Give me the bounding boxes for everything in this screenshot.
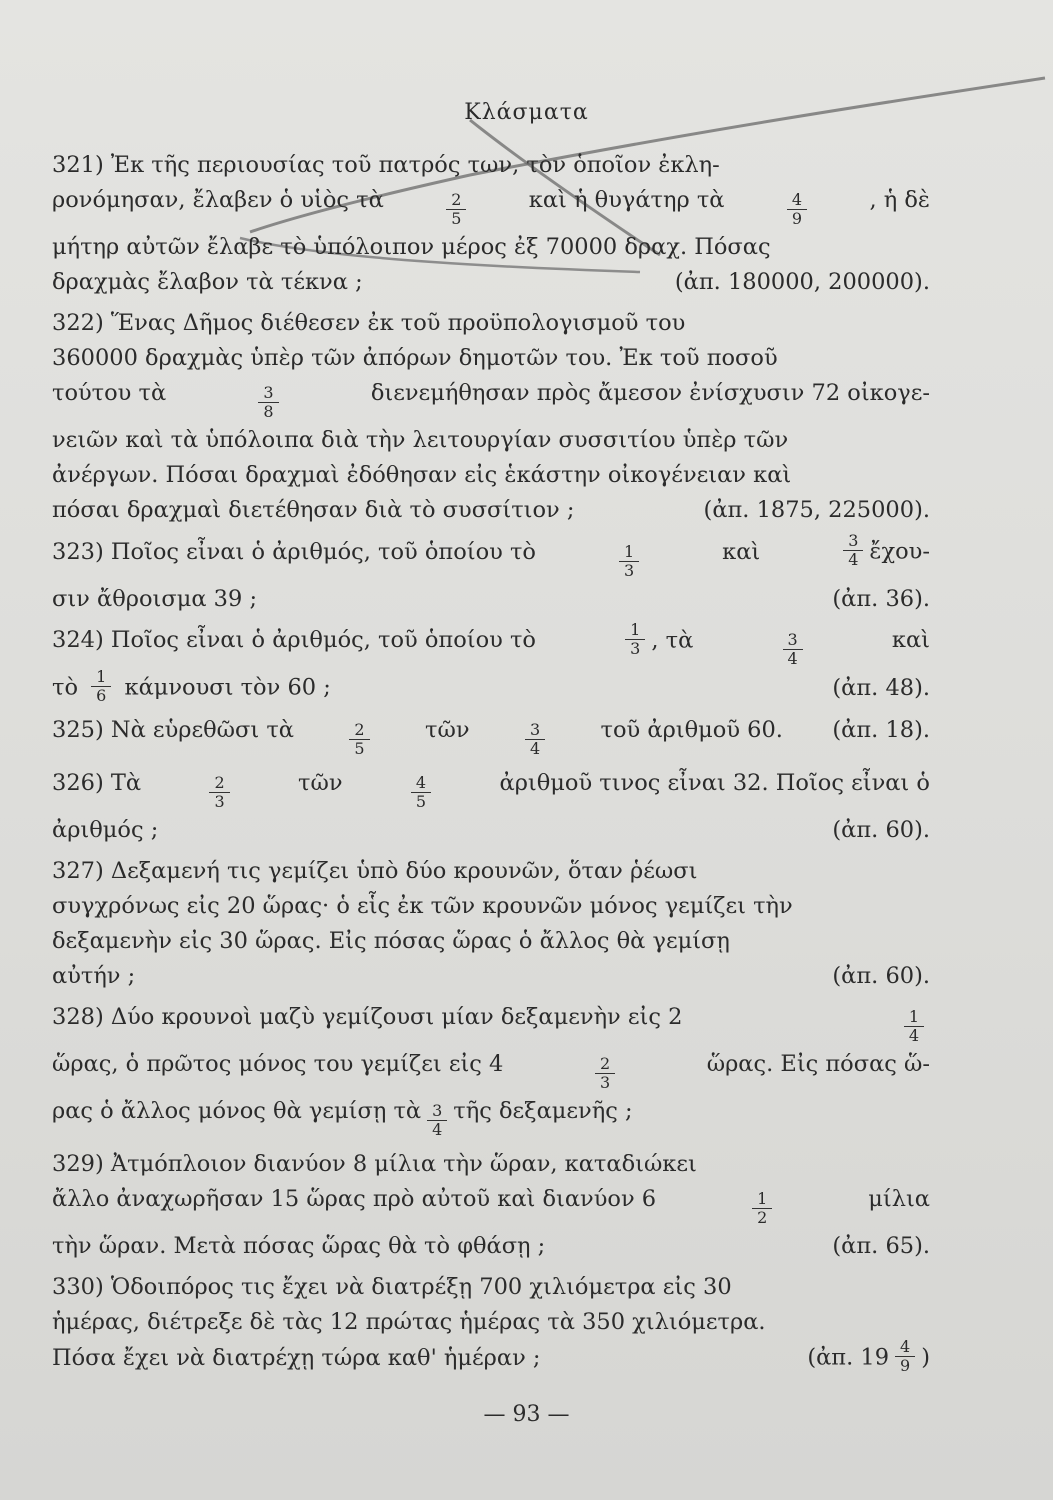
denominator: 6 (96, 686, 107, 705)
text-line (52, 667, 930, 707)
text-segment: τὴν ὥραν. Μετὰ πόσας ὥρας θὰ τὸ φθάσῃ ; (52, 1233, 546, 1259)
text-segment: ὥρας, ὁ πρῶτος μόνος του γεμίζει εἰς 4 (52, 1051, 504, 1077)
fraction (446, 191, 466, 228)
fraction (91, 668, 111, 705)
numerator: 1 (752, 1190, 772, 1209)
problem-330 (52, 1270, 930, 1377)
text-line: νειῶν καὶ τὰ ὑπόλοιπα διὰ τὴν λειτουργίαν συσσιτίου ὑπὲρ τῶν (52, 427, 789, 453)
text-line: ἀνέργων. Πόσαι δραχμαὶ ἐδόθησαν εἰς ἑκάστην οἰκογένειαν καὶ (52, 462, 792, 488)
fraction (783, 631, 803, 668)
text-line (52, 376, 930, 423)
text-line (52, 766, 930, 813)
text-segment: 325) Νὰ εὑρεθῶσι τὰ (52, 717, 294, 743)
fraction (427, 1102, 447, 1139)
denominator: 3 (630, 638, 641, 658)
fraction (619, 543, 639, 580)
text-line: ἡμέρας, διέτρεξε δὲ τὰς 12 πρώτας ἡμέρας τὰ 350 χιλιόμετρα. (52, 1309, 766, 1335)
text-line (52, 1047, 930, 1094)
denominator: 4 (432, 1120, 443, 1139)
answer: (ἀπ. 48). (832, 674, 930, 701)
answer: (ἀπ. 60). (832, 963, 930, 989)
answer: (ἀπ. 60). (832, 817, 930, 843)
numerator: 1 (625, 621, 645, 640)
text-segment: ὥρας. Εἰς πόσας ὥ- (706, 1051, 930, 1077)
text-segment: ρας ὁ ἄλλος μόνος θὰ γεμίσῃ τὰ (52, 1098, 422, 1124)
fraction (895, 1338, 915, 1375)
problem-list (52, 148, 930, 1383)
text-line: 360000 δραχμὰς ὑπὲρ τῶν ἀπόρων δημοτῶν του. Ἐκ τοῦ ποσοῦ (52, 345, 778, 371)
answer: (ἀπ. 65). (832, 1233, 930, 1259)
denominator: 4 (848, 550, 859, 569)
text-line: 329) Ἀτμόπλοιον διανύον 8 μίλια τὴν ὥραν, καταδιώκει (52, 1151, 697, 1177)
text-line (52, 1337, 930, 1377)
text-segment: ἀριθμοῦ τινος εἶναι 32. Ποῖος εἶναι ὁ (499, 770, 930, 796)
answer: (ἀπ. 36). (832, 585, 930, 612)
text-segment: διενεμήθησαν πρὸς ἄμεσον ἐνίσχυσιν 72 οἰκογε- (370, 380, 930, 406)
denominator: 3 (214, 792, 225, 811)
numerator: 1 (91, 668, 111, 687)
text-line: 327) Δεξαμενή τις γεμίζει ὑπὸ δύο κρουνῶν, ὅταν ῥέωσι (52, 858, 698, 884)
answer: (ἀπ. 1875, 225000). (703, 497, 930, 523)
numerator: 1 (619, 543, 639, 562)
text-segment: ἀριθμός ; (52, 817, 159, 843)
denominator: 4 (529, 739, 541, 758)
text-segment: τῶν (425, 717, 470, 743)
fraction (595, 1055, 615, 1092)
text-segment: ἔχου- (869, 538, 930, 565)
text-segment: τῶν (298, 770, 343, 796)
denominator: 5 (354, 739, 365, 758)
page-number: — 93 — (483, 1402, 570, 1427)
denominator: 5 (451, 209, 462, 228)
denominator: 4 (787, 649, 798, 668)
text-segment: σιν ἄθροισμα 39 ; (52, 585, 258, 612)
numerator: 2 (209, 774, 229, 793)
fraction (209, 774, 229, 811)
numerator: 2 (349, 721, 369, 740)
fraction (411, 774, 431, 811)
answer: (ἀπ. 180000, 200000). (674, 269, 930, 295)
fraction (752, 1190, 772, 1227)
problem-321 (52, 148, 930, 300)
fraction (525, 721, 545, 758)
text-line: συγχρόνως εἰς 20 ὥρας· ὁ εἷς ἐκ τῶν κρουνῶν μόνος γεμίζει τὴν (52, 893, 793, 919)
numerator: 3 (427, 1102, 447, 1121)
numerator: 4 (895, 1338, 915, 1357)
text-segment: πόσαι δραχμαὶ διετέθησαν διὰ τὸ συσσίτιον ; (52, 497, 575, 523)
denominator: 3 (623, 560, 635, 580)
text-line: μήτηρ αὐτῶν ἔλαβε τὸ ὑπόλοιπον μέρος ἐξ 70000 δραχ. Πόσας (52, 234, 771, 260)
text-line (52, 265, 930, 300)
text-line (52, 813, 930, 848)
denominator: 9 (791, 209, 803, 228)
numerator: 1 (904, 1008, 924, 1027)
denominator: 3 (599, 1073, 611, 1092)
text-segment: Πόσα ἔχει νὰ διατρέχῃ τώρα καθ' ἡμέραν ; (52, 1344, 541, 1371)
fraction (904, 1008, 924, 1045)
text-line (52, 493, 930, 528)
text-segment: δραχμὰς ἔλαβον τὰ τέκνα ; (52, 269, 363, 295)
answer (807, 1337, 930, 1377)
text-segment: καὶ ἡ θυγάτηρ τὰ (528, 187, 725, 213)
fraction (349, 721, 369, 758)
text-segment: τῆς δεξαμενῆς ; (453, 1098, 633, 1124)
text-segment: 323) Ποῖος εἶναι ὁ ἀριθμός, τοῦ ὁποίου τὸ (52, 538, 536, 565)
answer-open: (ἀπ. 19 (807, 1344, 890, 1371)
text-segment: ἄλλο ἀναχωρῆσαν 15 ὥρας πρὸ αὐτοῦ καὶ διανύον 6 (52, 1186, 657, 1212)
numerator: 3 (525, 721, 545, 740)
numerator: 3 (783, 631, 803, 650)
text-segment: τοῦ ἀριθμοῦ 60. (600, 717, 783, 743)
problem-324 (52, 619, 930, 708)
problem-325 (52, 713, 930, 760)
text-segment: καὶ (891, 627, 930, 653)
numerator: 3 (843, 532, 863, 551)
text-line (52, 1182, 930, 1229)
text-segment: 326) Τὰ (52, 770, 142, 796)
numerator: 2 (446, 191, 466, 210)
text-line: 322) Ἕνας Δῆμος διέθεσεν ἐκ τοῦ προϋπολογισμοῦ του (52, 310, 686, 336)
denominator: 2 (757, 1208, 768, 1227)
text-line (52, 713, 930, 760)
fraction (258, 384, 278, 421)
fraction (625, 621, 645, 658)
denominator: 9 (900, 1356, 911, 1375)
running-header: Κλάσματα (464, 100, 589, 125)
text-segment: ρονόμησαν, ἔλαβεν ὁ υἱὸς τὰ (52, 187, 384, 213)
problem-329 (52, 1147, 930, 1264)
text-segment: , τὰ (651, 627, 694, 653)
text-segment: 328) Δύο κρουνοὶ μαζὺ γεμίζουσι μίαν δεξαμενὴν εἰς 2 (52, 1004, 683, 1030)
denominator: 5 (415, 792, 427, 811)
problem-322 (52, 306, 930, 528)
text-segment: μίλια (868, 1186, 930, 1212)
answer-close: ) (921, 1344, 930, 1371)
text-segment: καὶ (722, 538, 761, 565)
text-line (52, 1000, 930, 1047)
text-segment: τούτου τὰ (52, 380, 167, 406)
text-segment: κάμνουσι τὸν 60 ; (124, 674, 331, 701)
fraction (787, 191, 807, 228)
text-line: δεξαμενὴν εἰς 30 ὥρας. Εἰς πόσας ὥρας ὁ ἄλλος θὰ γεμίσῃ (52, 928, 730, 954)
numerator: 4 (787, 191, 807, 210)
text-line (52, 183, 930, 230)
text-line: 321) Ἐκ τῆς περιουσίας τοῦ πατρός των, τὸν ὁποῖον ἐκλη- (52, 152, 720, 178)
problem-328 (52, 1000, 930, 1141)
text-line (52, 959, 930, 994)
text-line (52, 1094, 930, 1141)
text-line (52, 619, 930, 671)
text-segment: 324) Ποῖος εἶναι ὁ ἀριθμός, τοῦ ὁποίου τὸ (52, 627, 536, 653)
text-line (52, 582, 930, 617)
numerator: 3 (258, 384, 278, 403)
text-segment: , ἡ δὲ (869, 187, 930, 213)
problem-323 (52, 531, 930, 617)
numerator: 2 (595, 1055, 615, 1074)
answer: (ἀπ. 18). (832, 717, 930, 743)
fraction (843, 532, 863, 569)
denominator: 8 (263, 402, 274, 421)
text-segment: τὸ (52, 674, 78, 701)
problem-326 (52, 766, 930, 848)
numerator: 4 (411, 774, 431, 793)
text-line: 330) Ὁδοιπόρος τις ἔχει νὰ διατρέξῃ 700 χιλιόμετρα εἰς 30 (52, 1274, 732, 1300)
problem-327 (52, 854, 930, 994)
text-line (52, 531, 930, 582)
text-segment: αὐτήν ; (52, 963, 136, 989)
denominator: 4 (908, 1026, 919, 1045)
text-line (52, 1229, 930, 1264)
